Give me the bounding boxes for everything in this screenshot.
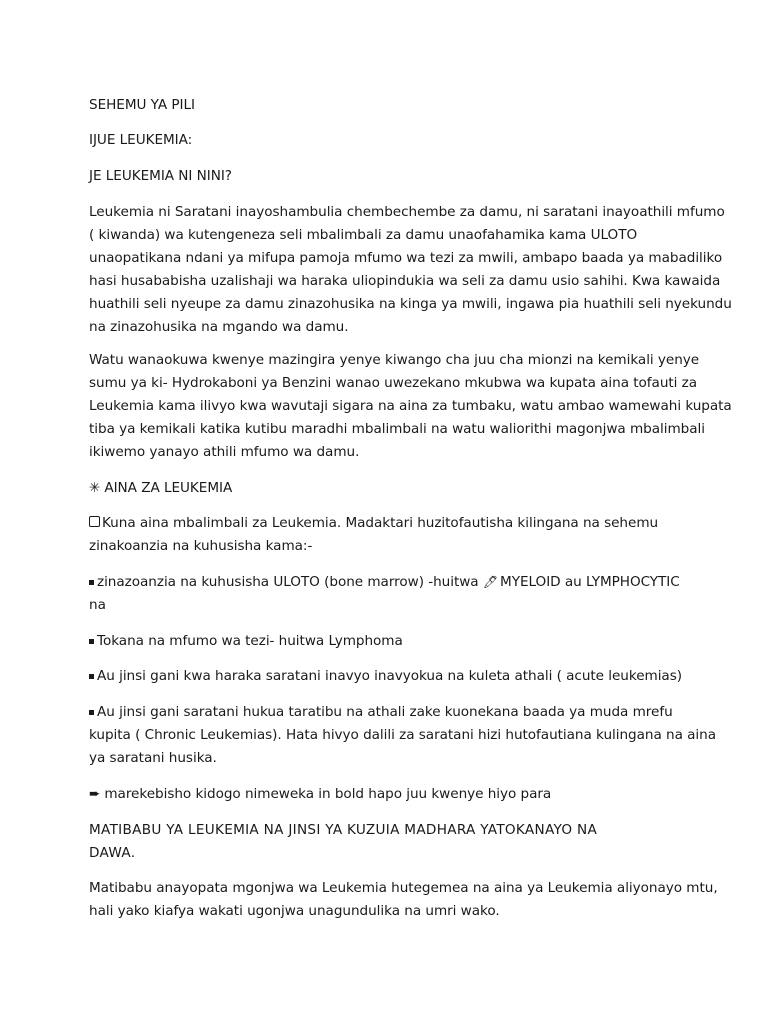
para1-line: na zinazohusika na mgando wa damu. bbox=[89, 319, 349, 335]
para1-line: hasi husababisha uzalishaji wa haraka uliopindukia wa seli za damu usio sahihi. Kwa kawaida bbox=[89, 273, 721, 289]
intro-text: Kuna aina mbalimbali za Leukemia. Madaktari huzitofautisha kilingana na sehemu bbox=[102, 515, 659, 531]
para2-line: tiba ya kemikali katika kutibu maradhi mbalimbali na watu waliorithi magonjwa mbalimbali bbox=[89, 421, 705, 437]
intro-line bbox=[89, 513, 658, 533]
document-subtitle: IJUE LEUKEMIA: bbox=[89, 132, 193, 148]
treatment-heading: MATIBABU YA LEUKEMIA NA JINSI YA KUZUIA MADHARA YATOKANAYO NA bbox=[89, 822, 598, 838]
square-bullet-icon bbox=[89, 674, 94, 679]
bullet2-text: Tokana na mfumo wa tezi- huitwa Lymphoma bbox=[97, 633, 403, 649]
para1-line: Leukemia ni Saratani inayoshambulia chembechembe za damu, ni saratani inayoathili mfumo bbox=[89, 204, 725, 220]
para1-line: ( kiwanda) wa kutengeneza seli mbalimbali za damu unaofahamika kama ULOTO bbox=[89, 227, 638, 243]
para1-line: unaopatikana ndani ya mifupa pamoja mfumo wa tezi za mwili, ambapo baada ya mabadiliko bbox=[89, 250, 723, 266]
asterisk-icon: ✳ bbox=[89, 480, 101, 496]
arrow-right-icon: ➨ bbox=[89, 786, 101, 802]
bullet1-text-b: MYELOID au LYMPHOCYTIC bbox=[500, 574, 680, 590]
pen-icon: 🖊 bbox=[482, 575, 499, 589]
para3-line: hali yako kiafya wakati ugonjwa unagundulika na umri wako. bbox=[89, 903, 500, 919]
square-bullet-icon bbox=[89, 580, 94, 585]
bullet-item-continuation: ya saratani husika. bbox=[89, 750, 217, 766]
bullet-item-continuation: na bbox=[89, 597, 106, 613]
bullet1-text-a: zinazoanzia na kuhusisha ULOTO (bone marrow) -huitwa bbox=[97, 574, 479, 590]
section-title: SEHEMU YA PILI bbox=[89, 97, 195, 113]
bullet4-text: Au jinsi gani saratani hukua taratibu na athali zake kuonekana baada ya muda mrefu bbox=[97, 704, 673, 720]
bullet3-text: Au jinsi gani kwa haraka saratani inavyo inavyokua na kuleta athali ( acute leukemias) bbox=[97, 668, 682, 684]
bullet-item-continuation: kupita ( Chronic Leukemias). Hata hivyo dalili za saratani hizi hutofautiana kulingana na aina bbox=[89, 727, 716, 743]
note-line bbox=[89, 784, 551, 804]
bullet-item bbox=[89, 631, 403, 651]
checkbox-icon bbox=[89, 516, 100, 527]
types-heading-text: AINA ZA LEUKEMIA bbox=[104, 480, 233, 496]
para2-line: Leukemia kama ilivyo kwa wavutaji sigara na aina za tumbaku, watu ambao wamewahi kupata bbox=[89, 398, 732, 414]
treatment-heading-continuation: DAWA. bbox=[89, 845, 136, 861]
para3-line: Matibabu anayopata mgonjwa wa Leukemia hutegemea na aina ya Leukemia aliyonayo mtu, bbox=[89, 880, 718, 896]
square-bullet-icon bbox=[89, 710, 94, 715]
para1-line: huathili seli nyeupe za damu zinazohusika na kinga ya mwili, ingawa pia huathili seli nyekundu bbox=[89, 296, 732, 312]
types-heading bbox=[89, 478, 232, 498]
square-bullet-icon bbox=[89, 639, 94, 644]
question-heading: JE LEUKEMIA NI NINI? bbox=[89, 168, 232, 184]
para2-line: sumu ya ki- Hydrokaboni ya Benzini wanao uwezekano mkubwa wa kupata aina tofauti za bbox=[89, 375, 698, 391]
note-text: marekebisho kidogo nimeweka in bold hapo juu kwenye hiyo para bbox=[104, 786, 552, 802]
bullet-item bbox=[89, 666, 682, 686]
bullet-item bbox=[89, 572, 680, 592]
para2-line: Watu wanaokuwa kwenye mazingira yenye kiwango cha juu cha mionzi na kemikali yenye bbox=[89, 352, 700, 368]
intro-line: zinakoanzia na kuhusisha kama:- bbox=[89, 538, 313, 554]
bullet-item bbox=[89, 702, 673, 722]
para2-line: ikiwemo yanayo athili mfumo wa damu. bbox=[89, 444, 360, 460]
